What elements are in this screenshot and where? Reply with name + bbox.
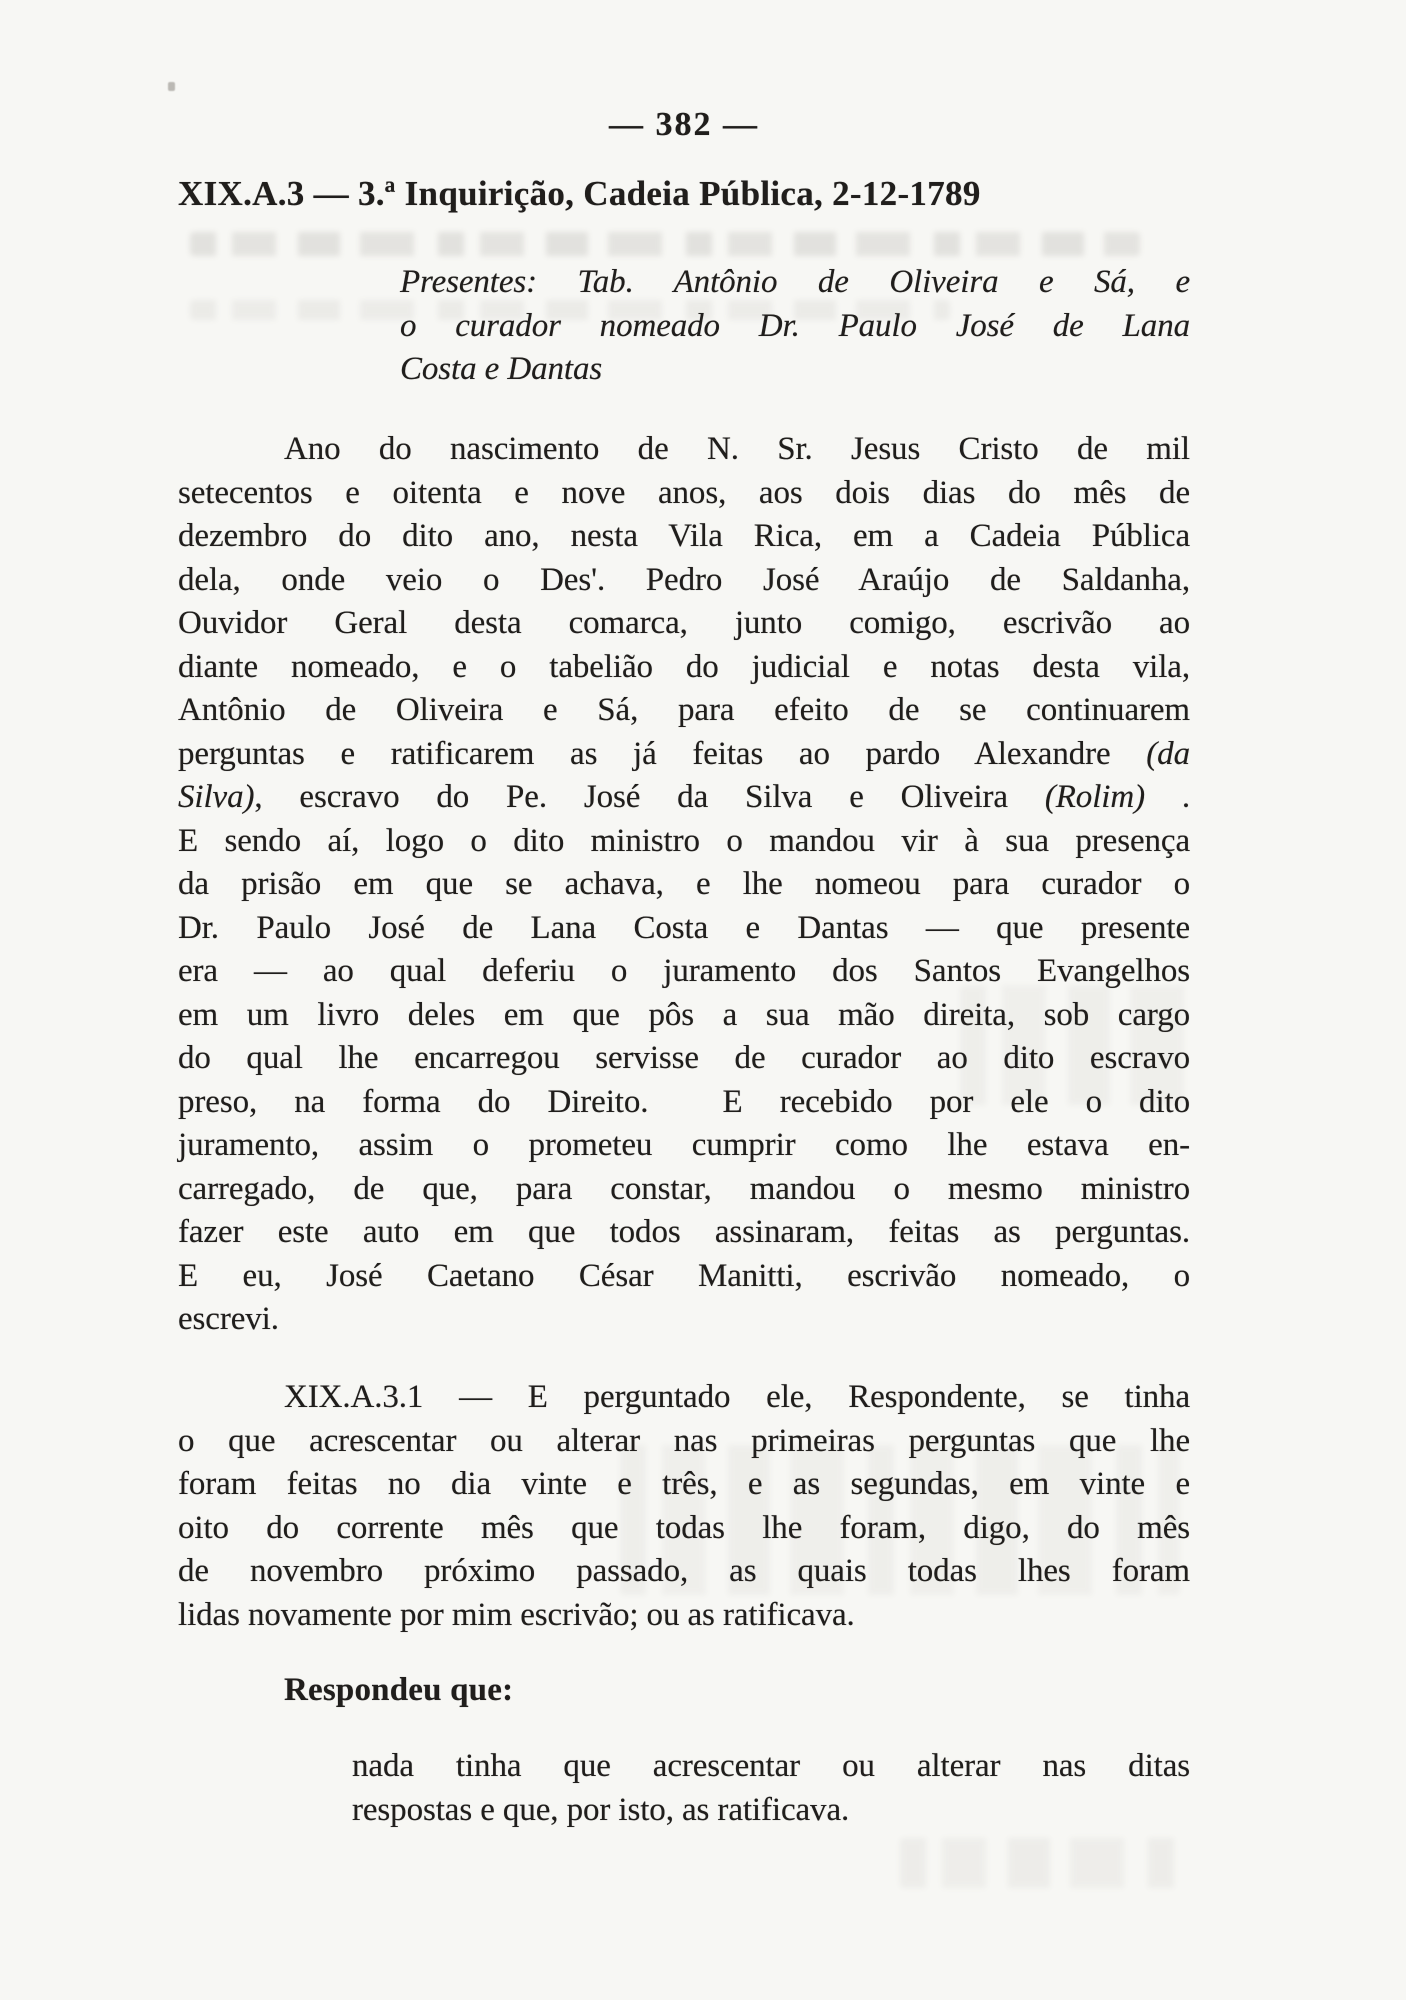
text-line: o curador nomeado Dr. Paulo José de Lana	[400, 307, 1190, 344]
text-line	[178, 776, 1190, 820]
paragraph-inquiry-record	[178, 428, 1190, 1342]
scan-speck-artifact	[168, 82, 175, 91]
text-line: nada tinha que acrescentar ou alterar nas ditas	[352, 1748, 1190, 1784]
text-line: diante nomeado, e o tabelião do judicial e notas desta vila,	[178, 648, 1190, 685]
text-line: oito do corrente mês que todas lhe foram, digo, do mês	[178, 1509, 1190, 1546]
text-line: fazer este auto em que todos assinaram, feitas as perguntas.	[178, 1214, 1190, 1250]
text-line: foram feitas no dia vinte e três, e as segundas, em vinte e	[178, 1466, 1190, 1502]
text-line: setecentos e oitenta e nove anos, aos dois dias do mês de	[178, 474, 1190, 511]
text-line: juramento, assim o prometeu cumprir como lhe estava en-	[178, 1127, 1190, 1163]
text-line: Ano do nascimento de N. Sr. Jesus Cristo de mil	[284, 431, 1190, 467]
response-block	[352, 1745, 1190, 1832]
respondeu-label: Respondeu que:	[284, 1672, 514, 1708]
text-segment-italic: (da	[1146, 735, 1190, 772]
text-line: lidas novamente por mim escrivão; ou as ratificava.	[178, 1596, 855, 1633]
text-line: o que acrescentar ou alterar nas primeiras perguntas que lhe	[178, 1422, 1190, 1459]
text-line: escrevi.	[178, 1301, 279, 1337]
section-heading: XIX.A.3 — 3.ª Inquirição, Cadeia Pública, 2-12-1789	[178, 174, 981, 213]
text-line: Antônio de Oliveira e Sá, para efeito de se continuarem	[178, 692, 1190, 728]
text-line: dela, onde veio o Des'. Pedro José Araújo de Saldanha,	[178, 561, 1190, 598]
text-line: XIX.A.3.1 — E perguntado ele, Respondente, se tinha	[284, 1379, 1190, 1415]
text-line: E sendo aí, logo o dito ministro o mandou vir à sua presença	[178, 822, 1190, 859]
text-line: respostas e que, por isto, as ratificava.	[352, 1791, 850, 1828]
presentes-block	[400, 261, 1190, 392]
text-line: era — ao qual deferiu o juramento dos Santos Evangelhos	[178, 953, 1190, 989]
text-line: Ouvidor Geral desta comarca, junto comigo, escrivão ao	[178, 605, 1190, 641]
text-line: dezembro do dito ano, nesta Vila Rica, em a Cadeia Pública	[178, 518, 1190, 554]
text-line: da prisão em que se achava, e lhe nomeou para curador o	[178, 866, 1190, 902]
text-segment-italic: (Rolim)	[1044, 779, 1145, 815]
text-line: carregado, de que, para constar, mandou o mesmo ministro	[178, 1170, 1190, 1207]
text-line: Costa e Dantas	[400, 351, 603, 387]
text-line: Dr. Paulo José de Lana Costa e Dantas — que presente	[178, 909, 1190, 946]
bleedthrough-artifact	[900, 1838, 1180, 1888]
text-line: em um livro deles em que pôs a sua mão direita, sob cargo	[178, 996, 1190, 1033]
paragraph-question	[178, 1376, 1190, 1637]
text-line	[178, 733, 1190, 777]
text-segment: perguntas e ratificarem as já feitas ao pardo Alexandre	[178, 735, 1147, 772]
text-line: de novembro próximo passado, as quais todas lhes foram	[178, 1553, 1190, 1589]
text-line: Presentes: Tab. Antônio de Oliveira e Sá, e	[400, 264, 1190, 300]
text-line: preso, na forma do Direito. E recebido por ele o dito	[178, 1083, 1190, 1120]
text-segment-italic: Silva)	[178, 779, 255, 815]
page-number: — 382 —	[609, 106, 759, 143]
bleedthrough-artifact	[190, 232, 1140, 256]
text-line: do qual lhe encarregou servisse de curador ao dito escravo	[178, 1040, 1190, 1076]
text-segment: , escravo do Pe. José da Silva e Oliveira	[254, 779, 1045, 815]
text-line: E eu, José Caetano César Manitti, escrivão nomeado, o	[178, 1257, 1190, 1294]
text-segment: .	[1144, 779, 1190, 815]
